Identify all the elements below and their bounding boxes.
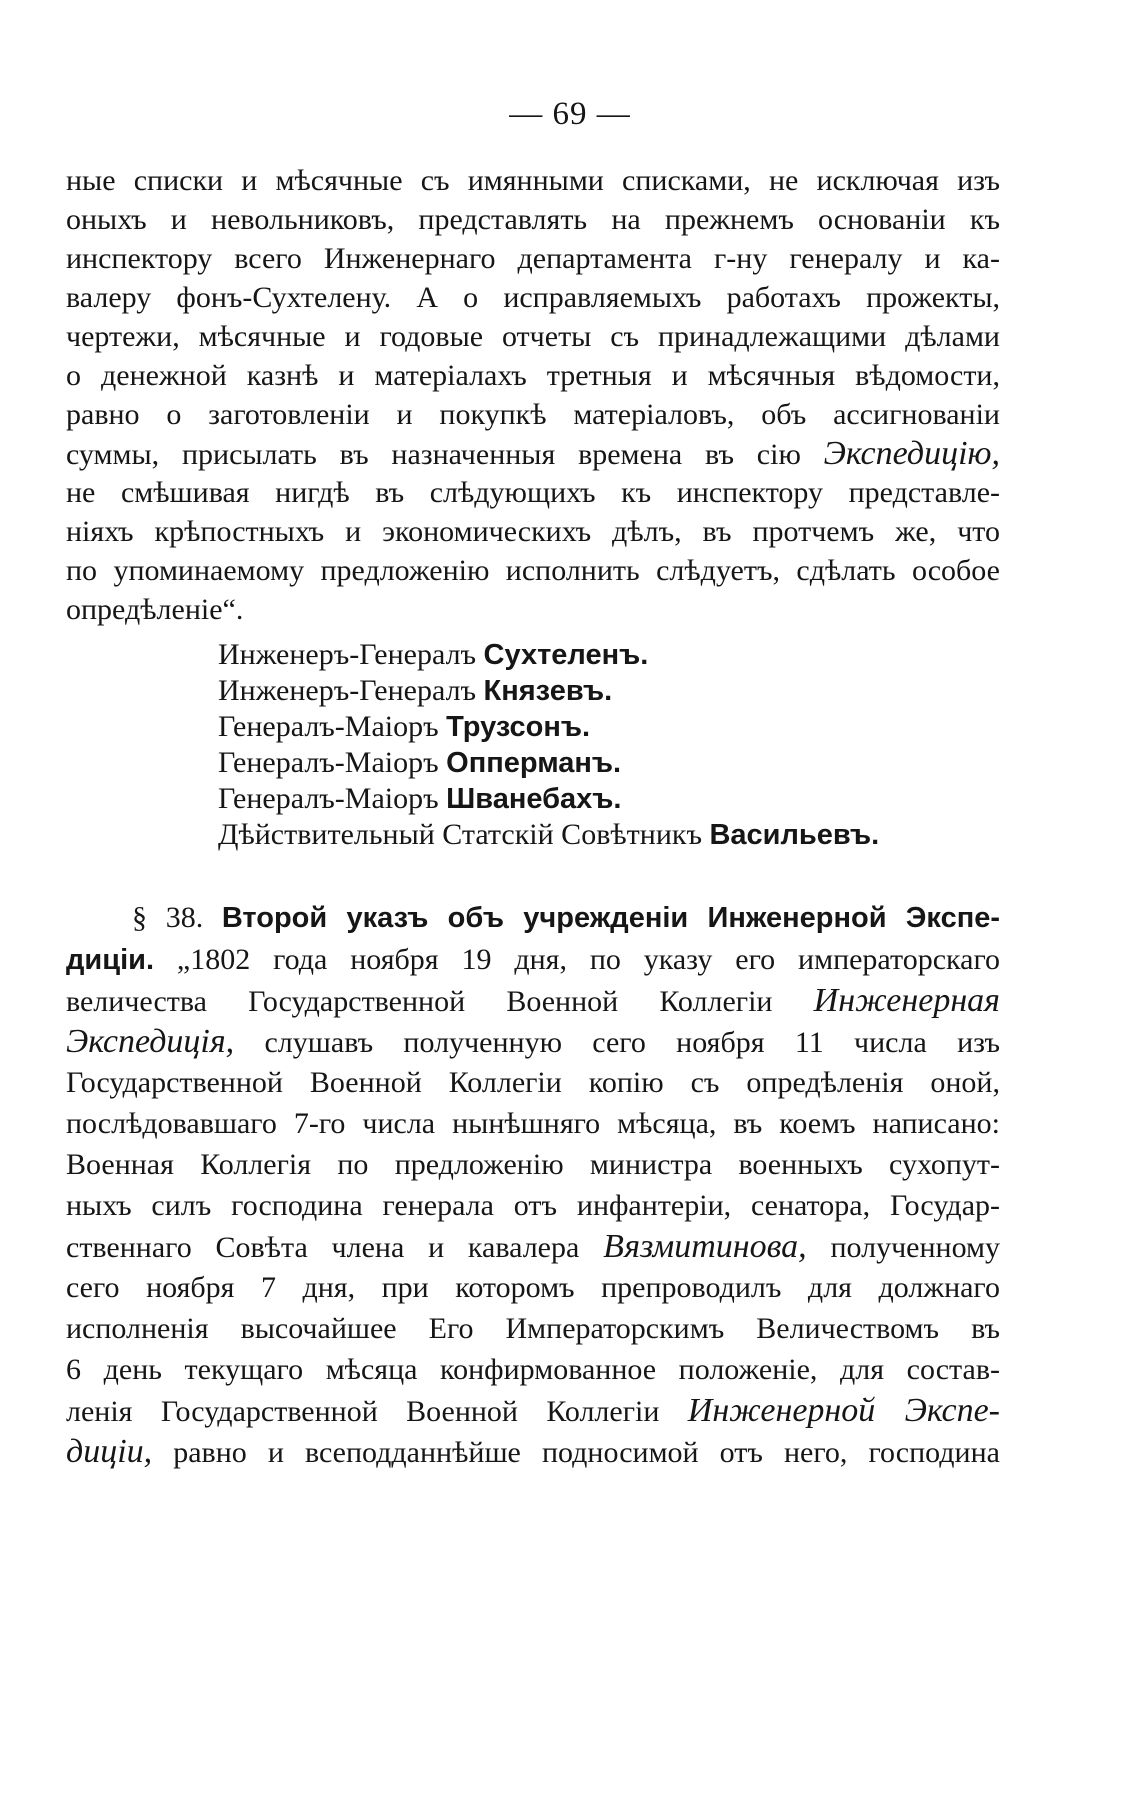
text-line: о денежной казнѣ и матерiалахъ третныя и мѣсячныя вѣдомости, (66, 359, 1000, 392)
text-line (66, 1431, 1000, 1473)
text-line: сего ноября 7 дня, при которомъ препроводилъ для должнаго (66, 1271, 1000, 1304)
italic-term: дицiи, (66, 1433, 153, 1470)
text-line: 6 день текущаго мѣсяца конфирмованное положенiе, для состав- (66, 1353, 1000, 1386)
text-line: ныхъ силъ господина генерала отъ инфантерiи, сенатора, Государ- (66, 1189, 1000, 1222)
text-line (66, 980, 1000, 1022)
text-line (66, 1390, 1000, 1432)
text-segment: слушавъ полученную сего ноября 11 числа изъ (234, 1026, 1000, 1059)
signatory-rank: Дѣйствительный Статскiй Совѣтникъ (218, 818, 710, 851)
signatory-rank: Генералъ-Маiоръ (218, 782, 447, 815)
signatory-rank: Инженеръ-Генералъ (218, 674, 484, 707)
text-line: по упоминаемому предложенiю исполнить слѣдуетъ, сдѣлать особое (66, 554, 1000, 587)
text-line: послѣдовавшаго 7-го числа нынѣшняго мѣсяца, въ коемъ написано: (66, 1107, 1000, 1140)
text-line: не смѣшивая нигдѣ въ слѣдующихъ къ инспектору представле- (66, 476, 1000, 509)
signatory-name: Опперманъ. (446, 747, 622, 779)
text-line (66, 939, 1000, 981)
signatory-name: Трузсонъ. (446, 711, 591, 743)
text-segment: суммы, присылать въ назначенныя времена въ сiю (66, 438, 824, 471)
section-heading-line (132, 897, 1000, 939)
text-line: равно о заготовленiи и покупкѣ матерiаловъ, объ ассигнованiи (66, 398, 1000, 431)
text-line: чертежи, мѣсячные и годовые отчеты съ принадлежащими дѣлами (66, 320, 1000, 353)
text-segment: ственнаго Совѣта члена и кавалера (66, 1231, 604, 1264)
section-title: дицiи. (66, 944, 155, 976)
text-segment: равно и всеподданнѣйше подносимой отъ него, господина (152, 1436, 1000, 1469)
text-line: опредѣленiе“. (66, 593, 244, 626)
page-number: — 69 — (509, 96, 631, 132)
signatory-name: Князевъ. (483, 675, 613, 707)
text-line: оныхъ и невольниковъ, представлять на прежнемъ основанiи къ (66, 203, 1000, 236)
italic-term: Инженерная (813, 982, 1000, 1019)
text-line: Военная Коллегiя по предложенiю министра военныхъ сухопут- (66, 1148, 1000, 1181)
text-line (66, 433, 1000, 475)
signatory-name: Шванебахъ. (446, 783, 622, 815)
text-segment: полученному (806, 1231, 1000, 1264)
section-number: § 38. (132, 901, 222, 934)
italic-term: Экспедицiя, (66, 1023, 235, 1060)
italic-term: Экспедицiю, (823, 435, 1000, 472)
text-segment: ленiя Государственной Военной Коллегiи (66, 1395, 688, 1428)
section-title: Второй указъ объ учрежденiи Инженерной Экспе- (221, 902, 1000, 934)
text-line: инспектору всего Инженернаго департамента г-ну генералу и ка- (66, 242, 1000, 275)
italic-term: Вязмитинова, (603, 1228, 807, 1265)
text-line: исполненiя высочайшее Его Императорскимъ Величествомъ въ (66, 1312, 1000, 1345)
signatory-name: Сухтеленъ. (483, 639, 649, 671)
signature-line (218, 814, 879, 856)
text-line (66, 1021, 1000, 1063)
italic-term: Инженерной Экспе- (687, 1392, 1001, 1429)
signatory-rank: Инженеръ-Генералъ (218, 638, 484, 671)
text-line: валеру фонъ-Сухтелену. А о исправляемыхъ работахъ прожекты, (66, 281, 1000, 314)
text-line: ные списки и мѣсячные съ имянными списками, не исключая изъ (66, 164, 1000, 197)
signatory-rank: Генералъ-Маiоръ (218, 746, 447, 779)
text-line: нiяхъ крѣпостныхъ и экономическихъ дѣлъ, въ протчемъ же, что (66, 515, 1000, 548)
text-segment: „1802 года ноября 19 дня, по указу его императорскаго (154, 943, 1000, 976)
signatory-name: Васильевъ. (709, 819, 880, 851)
text-line (66, 1226, 1000, 1268)
signatory-rank: Генералъ-Маiоръ (218, 710, 447, 743)
text-line: Государственной Военной Коллегiи копiю съ опредѣленiя оной, (66, 1066, 1000, 1099)
text-segment: величества Государственной Военной Коллегiи (66, 985, 814, 1018)
